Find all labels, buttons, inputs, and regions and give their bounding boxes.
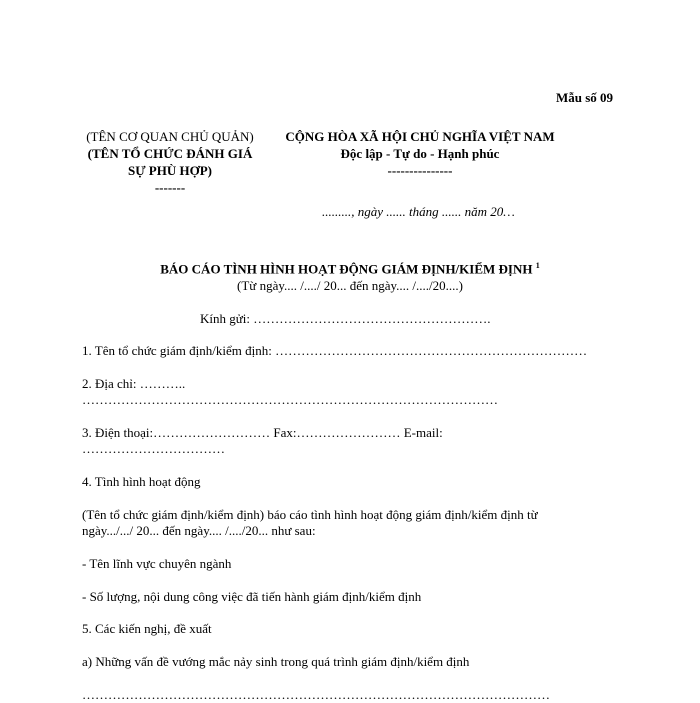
- organization-line: (TÊN TỔ CHỨC ĐÁNH GIÁ: [87, 146, 253, 161]
- bottom-dots-line: ………………………………………………………………………………………………: [82, 687, 550, 702]
- bullet-work: - Số lượng, nội dung công việc đã tiến hành giám định/kiểm định: [82, 589, 422, 604]
- item-recommendations: 5. Các kiến nghị, đề xuất: [82, 621, 212, 636]
- report-period: (Từ ngày.... /..../ 20... đến ngày.... /..../20....): [237, 278, 463, 293]
- right-header: [270, 128, 570, 179]
- recipient-line: Kính gửi: ……………………………………………….: [200, 311, 491, 326]
- item-issues: a) Những vấn đề vướng mắc nảy sinh trong quá trình giám định/kiểm định: [82, 654, 470, 669]
- item-contact-dots: ……………………………: [82, 441, 225, 456]
- right-header-rule: ---------------: [387, 163, 453, 178]
- left-header-rule: -------: [154, 180, 186, 195]
- item-address: 2. Địa chỉ: ………..: [82, 376, 186, 391]
- date-line: ........., ngày ...... tháng ...... năm 20…: [322, 204, 515, 219]
- agency-line: (TÊN CƠ QUAN CHỦ QUẢN): [86, 129, 254, 144]
- item-contact: 3. Điện thoại:……………………… Fax:…………………… E-mail:: [82, 425, 443, 440]
- form-number: Mẫu số 09: [556, 90, 614, 105]
- activity-paragraph-line-2: ngày.../.../ 20... đến ngày.... /..../20... như sau:: [82, 523, 316, 538]
- national-motto: Độc lập - Tự do - Hạnh phúc: [340, 146, 500, 161]
- item-address-dots: ……………………………………………………………………………………: [82, 392, 498, 407]
- report-title: [0, 261, 700, 277]
- activity-paragraph-line-1: (Tên tổ chức giám định/kiểm định) báo cáo tình hình hoạt động giám định/kiểm định từ: [82, 507, 538, 522]
- organization-line-2: SỰ PHÙ HỢP): [127, 163, 212, 178]
- national-title: CỘNG HÒA XÃ HỘI CHỦ NGHĨA VIỆT NAM: [285, 129, 555, 144]
- title-footnote: 1: [535, 261, 540, 270]
- item-activity: 4. Tình hình hoạt động: [82, 474, 201, 489]
- bullet-field: - Tên lĩnh vực chuyên ngành: [82, 556, 232, 571]
- left-header: [75, 128, 265, 196]
- report-title-text: BÁO CÁO TÌNH HÌNH HOẠT ĐỘNG GIÁM ĐỊNH/KIỂM ĐỊNH: [160, 261, 533, 277]
- item-organization-name: 1. Tên tổ chức giám định/kiểm định: ………………………………………………………………: [82, 343, 588, 358]
